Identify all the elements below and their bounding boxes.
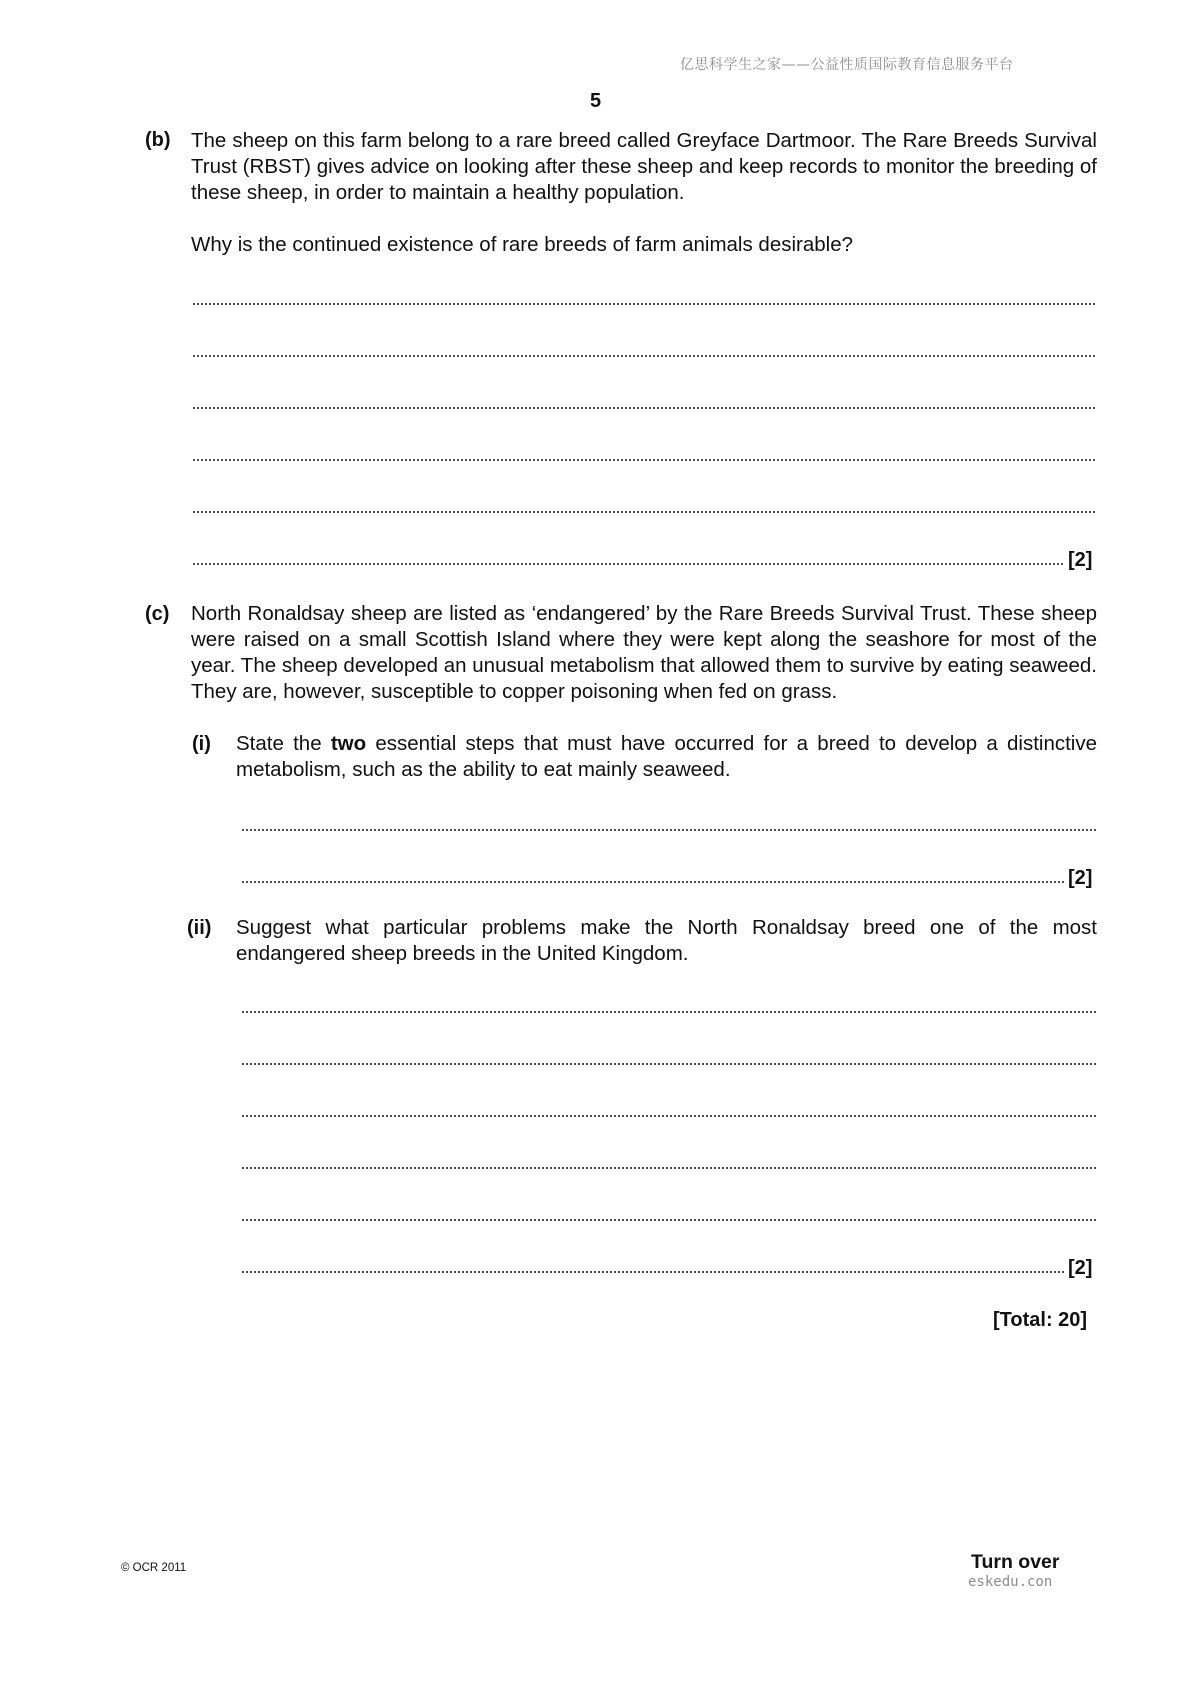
- question-c-text: North Ronaldsay sheep are listed as ‘endangered’ by the Rare Breeds Survival Trust. These sheep were raised on a small Scottish Island where they were kept along the seashore for most of the year. The sheep developed an unusual metabolism that allowed them to survive by eating seaweed. They are, however, susceptible to copper poisoning when fed on grass.: [191, 602, 1097, 703]
- question-label-b: (b): [145, 129, 171, 151]
- answer-line[interactable]: [192, 407, 1096, 409]
- question-b-prompt: Why is the continued existence of rare breeds of farm animals desirable?: [191, 233, 854, 256]
- answer-line[interactable]: [241, 1115, 1096, 1117]
- answer-line[interactable]: [241, 1011, 1096, 1013]
- answer-line[interactable]: [192, 303, 1096, 305]
- page-number: 5: [589, 90, 602, 112]
- answer-line[interactable]: [192, 459, 1096, 461]
- answer-line[interactable]: [241, 1167, 1096, 1169]
- site-watermark: eskedu.con: [968, 1574, 1053, 1590]
- watermark-text: 亿思科学生之家——公益性质国际教育信息服务平台: [680, 57, 1014, 73]
- marks-b: [2]: [1068, 549, 1093, 571]
- answer-line[interactable]: [241, 1271, 1064, 1273]
- copyright-text: © OCR 2011: [121, 1562, 187, 1574]
- question-label-c: (c): [145, 603, 170, 625]
- question-label-c-ii: (ii): [187, 917, 212, 939]
- question-b-text: The sheep on this farm belong to a rare breed called Greyface Dartmoor. The Rare Breeds Survival Trust (RBST) gives advice on looking after these sheep and keep records to monitor the breeding of these sheep, in order to maintain a healthy population.: [191, 129, 1097, 204]
- answer-line[interactable]: [241, 1219, 1096, 1221]
- answer-line[interactable]: [192, 355, 1096, 357]
- question-label-c-i: (i): [192, 733, 211, 755]
- marks-c-i: [2]: [1068, 867, 1093, 889]
- question-c-i-text: State the two essential steps that must have occurred for a breed to develop a distinctive metabolism, such as the ability to eat mainly seaweed.: [236, 732, 1097, 781]
- question-c-ii-text: Suggest what particular problems make the North Ronaldsay breed one of the most endangered sheep breeds in the United Kingdom.: [236, 916, 1097, 965]
- turn-over-text: Turn over: [971, 1551, 1060, 1573]
- marks-c-ii: [2]: [1068, 1257, 1093, 1279]
- total-marks: [Total: 20]: [993, 1309, 1088, 1331]
- answer-line[interactable]: [241, 829, 1096, 831]
- answer-line[interactable]: [192, 511, 1096, 513]
- answer-line[interactable]: [192, 563, 1064, 565]
- answer-line[interactable]: [241, 1063, 1096, 1065]
- answer-line[interactable]: [241, 881, 1064, 883]
